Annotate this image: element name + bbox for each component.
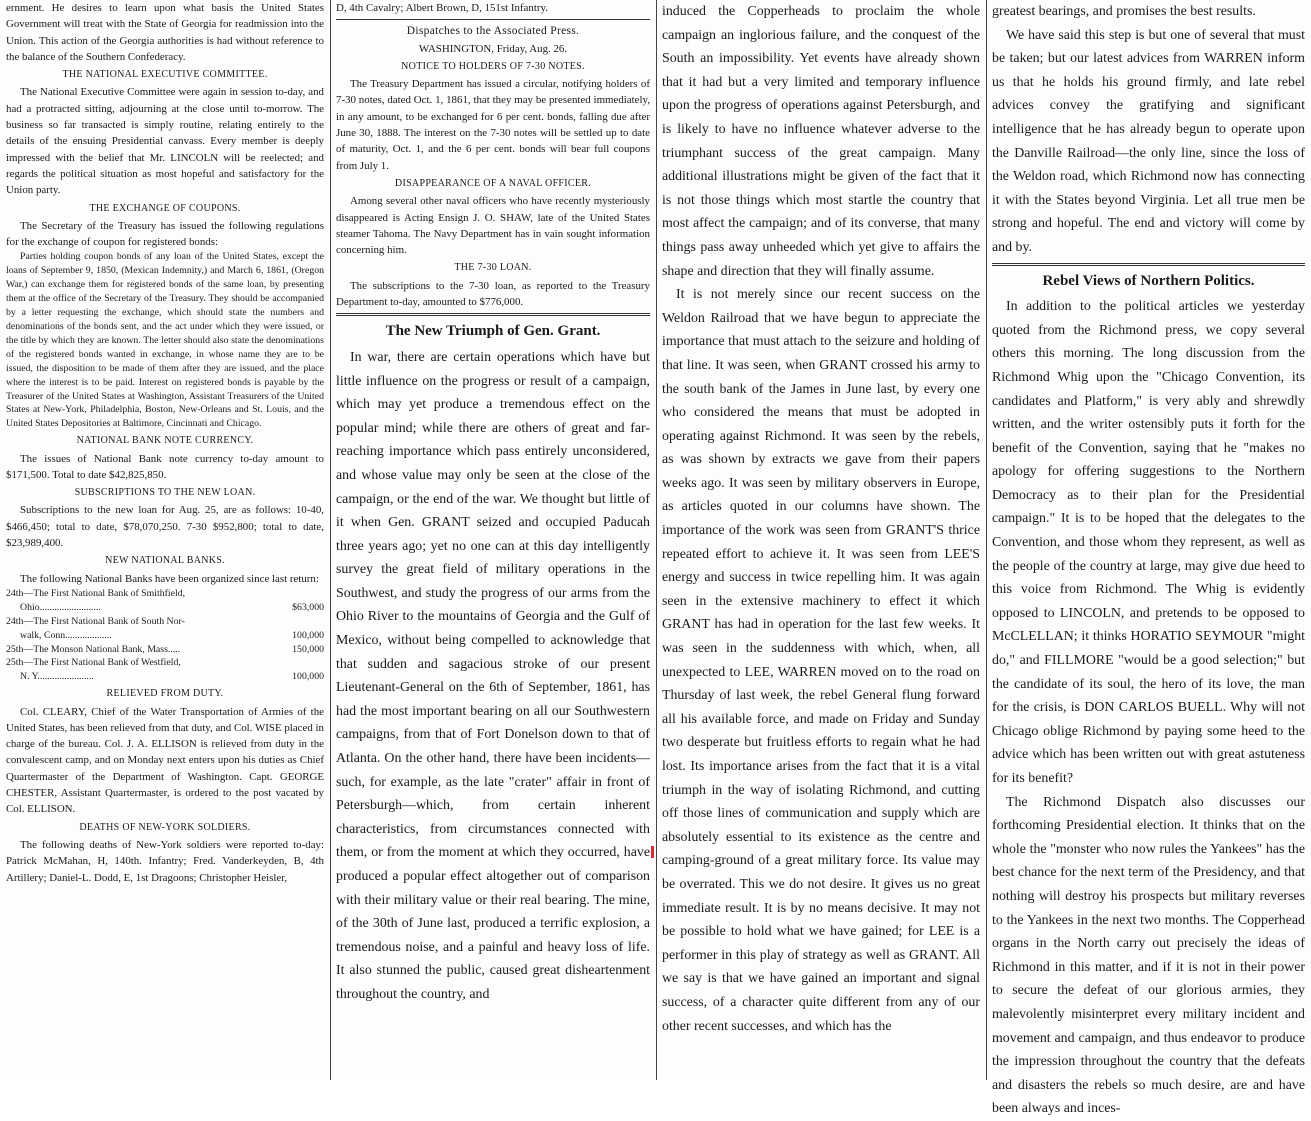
red-margin-mark	[651, 846, 654, 858]
divider	[336, 313, 650, 316]
article-paragraph: The issues of National Bank note currency to-day amount to $171,500. Total to date $42,825,850.	[6, 452, 324, 481]
column-2	[336, 0, 650, 1080]
article-paragraph: It is not merely since our recent success on the Weldon Railroad that we have begun to appreciate the importance that must attach to the seizure and holding of that line. It was seen, when GRANT crossed his army to the south bank of the James in June last, by every one who considered the means that must be adopted in operating against Richmond. It was seen by the rebels, as was shown by extracts we gave from their papers weeks ago. It was seen by military observers in Europe, as articles quoted in our columns have shown. The importance of the work was seen from GRANT'S thrice repeated effort to achieve it. It was seen from LEE'S energy and success in twice repelling him. It was again seen in the extensive machinery to effect it which GRANT has had in operation for the last few weeks. It was seen in the suddenness with which, when, all unexpected to LEE, WARREN moved on to the road on Thursday of last week, the rebel General flung forward all his available force, and made on Friday and Sunday two desperate but fruitless efforts to regain what he had lost. Its importance arises from the fact that it is a vital triumph in the way of isolating Richmond, and cutting off those lines of communication and supply which are absolutely essential to its existence as the centre and camping-ground of a great military force. Its value may be overrated. This we do not desire. It gives us no great immediate result. It is by no means decisive. It may not be possible to hold what we have gained; for LEE is a performer in this play of strategy as well as GRANT. All we say is that we have gained an important and signal success, of a character quite different from any of our other recent successes, and which has the	[662, 287, 980, 1034]
article-paragraph: D, 4th Cavalry; Albert Brown, D, 151st Infantry.	[336, 2, 548, 14]
article-headline: The New Triumph of Gen. Grant.	[385, 323, 601, 340]
section-heading: NOTICE TO HOLDERS OF 7-30 NOTES.	[401, 60, 585, 72]
article-paragraph: The following National Banks have been organized since last return:	[20, 572, 319, 585]
article-paragraph: induced the Copperheads to proclaim the whole campaign an inglorious failure, and the conquest of the South an impossibility. Yet events have already shown that it had but a very limited and temporary influence upon the progress of operations against Petersburgh, and is likely to have no influence whatever adverse to the triumphant success of the great campaign. Many additional illustrations might be given of the fact that it is not those things which most startle the country that most affect the campaign; and of its converse, that many things pass away unheeded which yet give to affairs the shape and direction that they will finally assume.	[662, 4, 980, 279]
dateline: WASHINGTON, Friday, Aug. 26.	[418, 42, 568, 55]
bank-entry: 24th—The First National Bank of Smithfield, Ohio......................... $63,000	[6, 587, 324, 613]
article-paragraph: In war, there are certain operations which have but little influence on the progress or result of a campaign, which may yet produce a tremendous effect on the popular mind; while there are others of great and far-reaching importance which pass entirely unconsidered, and whose value may only be seen at the close of the campaign, or the end of the war. We thought but little of it when Gen. GRANT seized and occupied Paducah three years ago; yet no one can at this day intelligently survey the great field of military operations in the Southwest, and study the progress of our arms from the Ohio River to the mountains of Georgia and the Gulf of Mexico, without being compelled to acknowledge that that sudden and sagacious stroke of our present Lieutenant-General on the 6th of September, 1861, has had the most important bearing on all our Southwestern campaigns, from that of Fort Donelson down to that of Atlanta. On the other hand, there have been incidents—such, for example, as the late "crater" affair in front of Petersburgh—which, from certain inherent characteristics, from circumstances connected with them, or from the moment at which they occurred, have produced a popular effect altogether out of comparison with their military value or their real bearing. The mine, of the 30th of June last, produced a terrific explosion, a tremendous noise, and a painful and heavy loss of life. It also stunned the public, caused great disheartenment throughout the country, and	[336, 349, 650, 1002]
section-heading: Dispatches to the Associated Press.	[406, 25, 580, 38]
divider	[336, 19, 650, 20]
article-paragraph: The following deaths of New-York soldiers were reported to-day: Patrick McMahan, H, 140th. Infantry; Fred. Vanderkeyden, B, 4th Artillery; Daniel-L. Dodd, E, 1st Dragoons; Christopher Heisler,	[6, 838, 324, 884]
bank-entry: 25th—The First National Bank of Westfield, N. Y....................... 100,000	[6, 657, 324, 683]
article-paragraph: The Richmond Dispatch also discusses our forthcoming Presidential election. It thinks that on the whole the "monster who now rules the Yankees" has the best chance for the next term of the Presidency, and that nothing will destroy his prospects but military reverses to the Yankees in the next two months. The Copperhead organs in the North carry out precisely the ideas of Richmond in this matter, and if it is not in their power to secure the defeat of our glorious armies, they malevolently misinterpret every military incident and movement and campaign, and thus endeavor to produce the impression throughout the country that the defeats and disasters the rebels so much desire, are and have been always and inces-	[992, 794, 1305, 1117]
article-paragraph: The National Executive Committee were again in session to-day, and had a protracted sitting, adjourning at the close until to-morrow. The business so far transacted is simply routine, relating entirely to the details of the ensuing Presidential canvass. Every member is deeply impressed with the belief that Mr. LINCOLN will be reelected; and regards the political situation as most hopeful and satisfactory for the Union party.	[6, 86, 324, 197]
article-paragraph: The Secretary of the Treasury has issued the following regulations for the exchange of coupon for registered bonds:	[6, 219, 324, 249]
grant-article	[336, 320, 650, 1006]
article-paragraph: greatest bearings, and promises the best results.	[992, 4, 1256, 19]
article-paragraph: ernment. He desires to learn upon what basis the United States Government will treat with the State of Georgia for readmission into the Union. This action of the Georgia authorities is had without reference to the balance of the Southern Confederacy.	[6, 2, 324, 63]
section-heading: THE EXCHANGE OF COUPONS.	[89, 202, 241, 214]
regulation-text: Parties holding coupon bonds of any loan of the United States, except the loans of September 9, 1850, (Mexican Indemnity,) and March 6, 1861, (Oregon War,) can exchange them for registered bonds of the same loan, by presenting them at the office of the Secretary of the Treasury. They should be accompanied by a letter requesting the exchange, which should state the numbers and denominations of the bonds sent, and the act under which they were issued, or the title by which they are known. The letter should also state the denominations of the registered bonds wanted in exchange, in whose name they are to be issued, the disposition to be made of them after they are issued, and the place where the interest is to be paid. Interest on registered bonds is payable by the Treasurer of the United States at Washington, Assistant Treasurers of the United States at New-York, Philadelphia, Boston, New-Orleans and St. Louis, and the United States Depositories at Baltimore, Cincinnati and Chicago.	[6, 251, 324, 430]
column-3	[662, 0, 980, 1080]
article-paragraph: Among several other naval officers who have recently mysteriously disappeared is Acting Ensign J. O. SHAW, late of the United States steamer Tahoma. The Navy Department has in vain sought information concerning him.	[336, 195, 650, 257]
section-heading: RELIEVED FROM DUTY.	[106, 688, 224, 700]
column-rule	[986, 0, 987, 1080]
divider	[992, 263, 1305, 266]
section-heading: DISAPPEARANCE OF A NAVAL OFFICER.	[394, 177, 592, 189]
column-1	[6, 0, 324, 1080]
section-heading: NEW NATIONAL BANKS.	[105, 555, 225, 567]
section-heading: DEATHS OF NEW-YORK SOLDIERS.	[79, 821, 251, 833]
article-paragraph: Subscriptions to the new loan for Aug. 25, are as follows: 10-40, $466,450; total to date, $78,070,250. 7-30 $952,800; total to date, $23,989,400.	[6, 504, 324, 550]
bank-entry: 24th—The First National Bank of South Nor- walk, Conn................... 100,000	[6, 615, 324, 641]
article-paragraph: In addition to the political articles we yesterday quoted from the Richmond press, we copy several others this morning. The long discussion from the Richmond Whig upon the "Chicago Convention, its candidates and Platform," is very ably and shrewdly written, and the writer ostensibly puts it forth for the benefit of the Convention, saying that he "makes no apology for offering suggestions to the Northern Democracy as to their plan for the Presidential campaign." It is to be hoped that the delegates to the Convention, and those whom they represent, as well as the people of the country at large, may give due heed to this voice from Richmond. The Whig is evidently opposed to LINCOLN, and pretends to be opposed to McCLELLAN; it thinks HORATIO SEYMOUR "might do," and FILLMORE "would be a good selection;" but the candidate of its soul, the hero of its love, the man for the crisis, is DON CARLOS BUELL. Why will not Chicago oblige Richmond by paying some heed to the advice which has been written out with great astuteness for its benefit?	[992, 299, 1305, 786]
section-heading: NATIONAL BANK NOTE CURRENCY.	[76, 435, 254, 447]
column-4	[992, 0, 1305, 1117]
section-heading: SUBSCRIPTIONS TO THE NEW LOAN.	[74, 487, 256, 499]
column-rule	[656, 0, 657, 1080]
section-heading: THE NATIONAL EXECUTIVE COMMITTEE.	[62, 69, 268, 81]
article-paragraph: We have said this step is but one of several that must be taken; but our latest advices from WARREN inform us that he holds his ground firmly, and late rebel advices convey the gratifying and significant intelligence that he has already begun to operate upon the Danville Railroad—the only line, since the loss of the Weldon road, which Richmond now has connecting it with the States beyond Virginia. Let all true men be strong and hopeful. The end and victory will come by and by.	[992, 27, 1305, 255]
bank-list	[6, 587, 324, 684]
article-paragraph: Col. CLEARY, Chief of the Water Transportation of Armies of the United States, has been relieved from that duty, and Col. WISE placed in charge of the bureau. Col. J. A. ELLISON is relieved from duty in the convalescent camp, and on Monday next enters upon his duties as Chief Quartermaster of the Department of Washington. Capt. GEORGE CHESTER, Assistant Quartermaster, is ordered to the post vacated by Col. ELLISON.	[6, 705, 324, 816]
section-heading: THE 7-30 LOAN.	[454, 262, 532, 274]
article-paragraph: The Treasury Department has issued a circular, notifying holders of 7-30 notes, dated Oct. 1, 1861, that they may be presented immediately, in any amount, to be exchanged for 6 per cent. bonds, falling due after June 30, 1888. The interest on the 7-30 notes will be settled up to date of maturity, Oct. 1, and the 6 per cent. bonds will bear full coupons from July 1.	[336, 78, 650, 172]
column-rule	[330, 0, 331, 1080]
bank-entry: 25th—The Monson National Bank, Mass..... 150,000	[6, 643, 324, 655]
article-paragraph: The subscriptions to the 7-30 loan, as reported to the Treasury Department to-day, amounted to $776,000.	[336, 279, 650, 309]
article-headline: Rebel Views of Northern Politics.	[1042, 272, 1255, 289]
